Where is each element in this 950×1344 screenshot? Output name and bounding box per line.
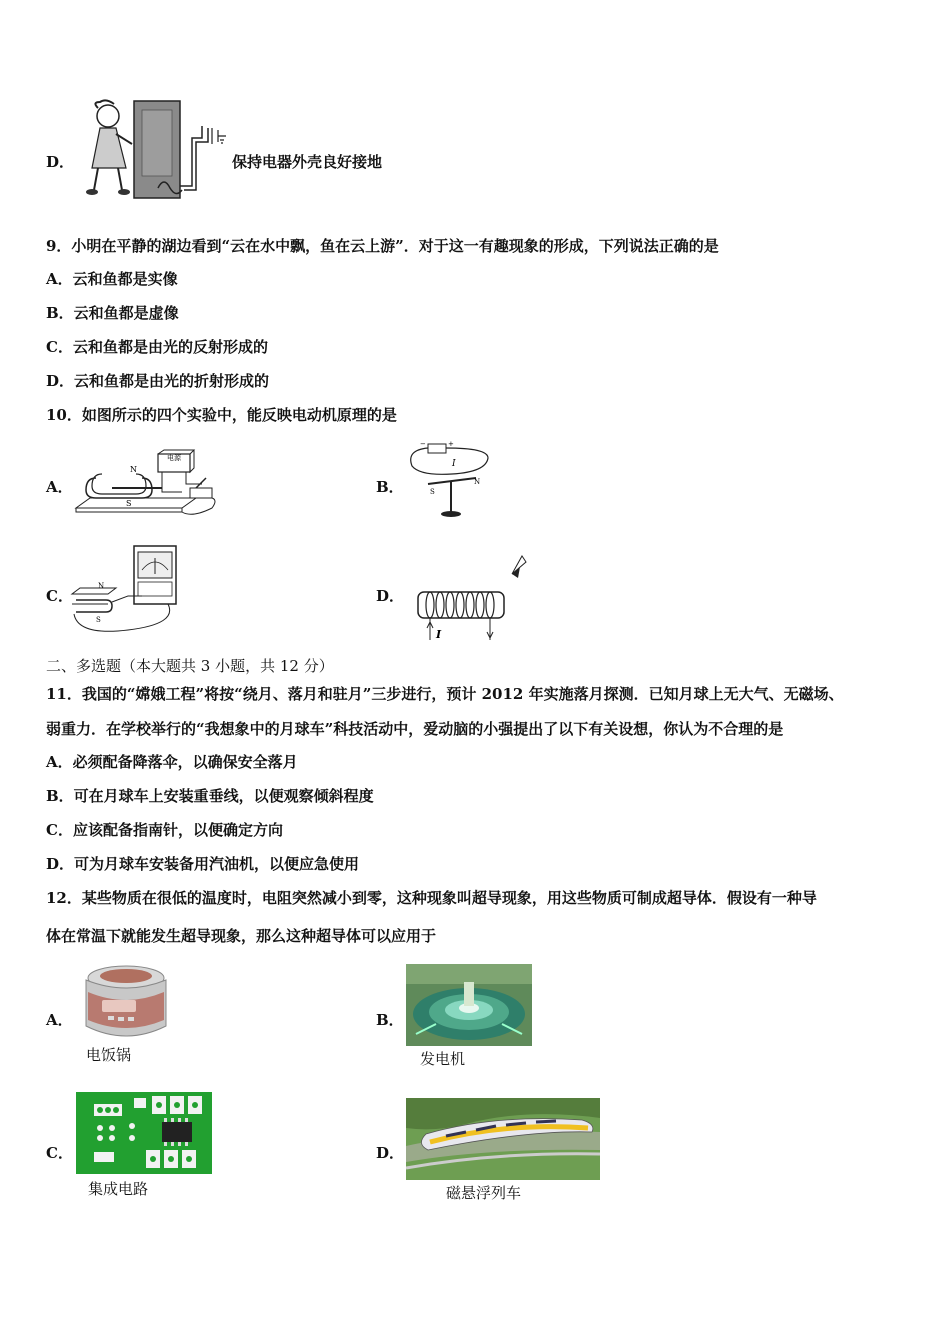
q11-stem-line1: 11．我国的“嫦娥工程”将按“绕月、落月和驻月”三步进行，预计 2012 年实施落月探测．已知月球上无大气、无磁场、: [46, 685, 844, 703]
fig-b-s-label: S: [430, 488, 435, 496]
q12-stem-line2: 体在常温下就能发生超导现象，那么这种超导体可以应用于: [46, 927, 437, 945]
q9-option-d: D．云和鱼都是由光的折射形成的: [46, 372, 270, 390]
q10-option-b-letter: B．: [376, 478, 404, 496]
svg-text:−: −: [420, 440, 426, 448]
q10-figure-b-oersted: [406, 436, 496, 520]
q9-stem: 9．小明在平静的湖边看到“云在水中飘，鱼在云上游”．对于这一有趣现象的形成，下列说法正确的是: [46, 237, 719, 255]
rice-cooker-image: [78, 962, 174, 1046]
q11-option-b: B．可在月球车上安装重垂线，以便观察倾斜程度: [46, 787, 374, 805]
q11-option-c: C．应该配备指南针，以便确定方向: [46, 821, 283, 839]
fig-a-n-label: N: [130, 465, 137, 474]
q8-option-d-text: 保持电器外壳良好接地: [232, 153, 383, 171]
q12-option-c-letter: C．: [46, 1144, 73, 1162]
svg-text:+: +: [448, 440, 454, 448]
q10-option-d-letter: D．: [376, 587, 405, 605]
integrated-circuit-caption: 集成电路: [88, 1180, 149, 1198]
rice-cooker-caption: 电饭锅: [86, 1046, 132, 1064]
generator-caption: 发电机: [420, 1050, 466, 1068]
q10-option-a-letter: A．: [46, 478, 73, 496]
q12-option-a-letter: A．: [46, 1011, 73, 1029]
q9-option-b: B．云和鱼都是虚像: [46, 304, 179, 322]
fig-c-n-label: N: [98, 582, 105, 590]
fig-a-s-label: S: [126, 499, 132, 508]
q11-stem-line2: 弱重力．在学校举行的“我想象中的月球车”科技活动中，爱动脑的小强提出了以下有关设想，你认为不合理的是: [46, 720, 784, 738]
maglev-train-image: [406, 1098, 600, 1180]
q10-stem: 10．如图所示的四个实验中，能反映电动机原理的是: [46, 406, 397, 424]
q11-option-d: D．可为月球车安装备用汽油机，以便应急使用: [46, 855, 360, 873]
q9-option-c: C．云和鱼都是由光的反射形成的: [46, 338, 268, 356]
fig-d-current-label: I: [436, 628, 442, 641]
q10-figure-c-generator-galvanometer: [68, 544, 188, 636]
maglev-train-caption: 磁悬浮列车: [446, 1184, 522, 1202]
q10-option-c-letter: C．: [46, 587, 73, 605]
q10-figure-d-solenoid: [408, 552, 538, 644]
grounding-illustration: [72, 98, 232, 202]
fig-b-current-label: I: [452, 459, 456, 469]
fig-c-s-label: S: [96, 616, 101, 624]
generator-image: [406, 964, 532, 1046]
section-2-heading: 二、多选题（本大题共 3 小题，共 12 分）: [46, 657, 334, 675]
q11-option-a: A．必须配备降落伞，以确保安全落月: [46, 753, 298, 771]
q12-option-b-letter: B．: [376, 1011, 404, 1029]
q10-figure-a-motor-circuit: [72, 448, 222, 518]
q9-option-a: A．云和鱼都是实像: [46, 270, 178, 288]
fig-b-n-label: N: [474, 478, 481, 486]
q8-option-d-letter: D．: [46, 153, 75, 171]
q12-option-d-letter: D．: [376, 1144, 405, 1162]
fig-a-power-label: 电源: [167, 454, 181, 462]
q12-stem-line1: 12．某些物质在很低的温度时，电阻突然减小到零，这种现象叫超导现象，用这些物质可制成超导体．假设有一种导: [46, 889, 817, 907]
integrated-circuit-image: [76, 1092, 212, 1174]
